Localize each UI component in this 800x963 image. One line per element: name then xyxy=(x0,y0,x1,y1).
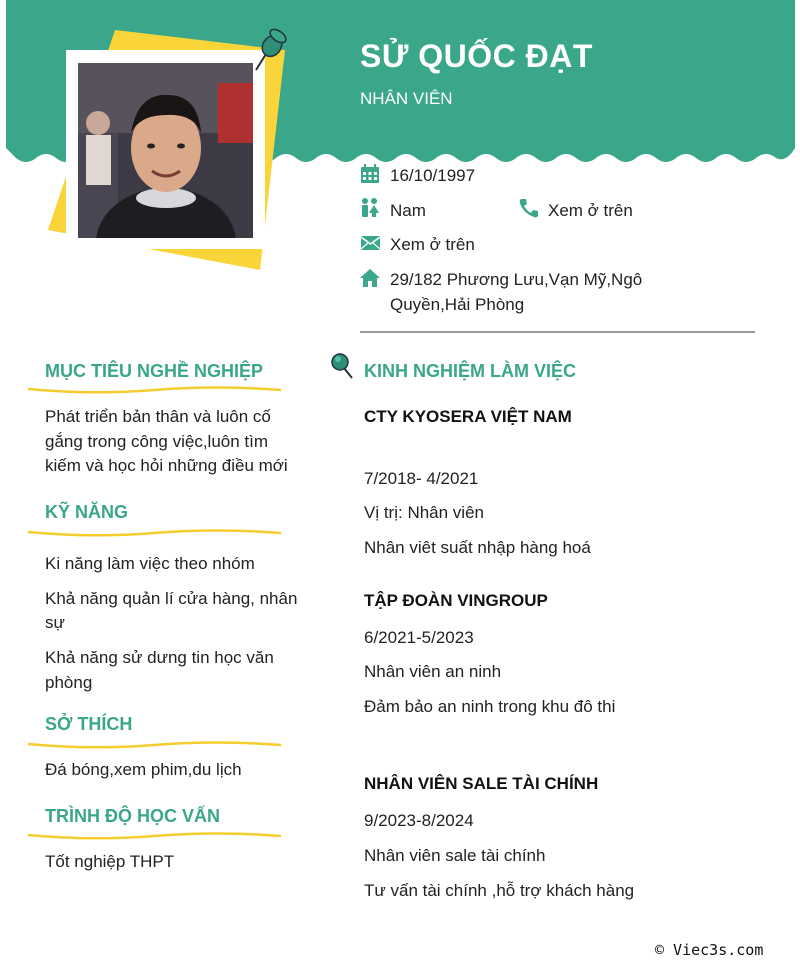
education-text: Tốt nghiệp THPT xyxy=(45,852,175,871)
hobbies-text: Đá bóng,xem phim,du lịch xyxy=(45,760,242,779)
skills-underline xyxy=(28,528,281,538)
skill-item: Khả năng sử dưng tin học văn xyxy=(45,648,274,667)
candidate-role: NHÂN VIÊN xyxy=(360,89,453,108)
gender-text: Nam xyxy=(390,201,426,220)
job-position: Vị trị: Nhân viên xyxy=(364,503,484,522)
skill-item-continued: sự xyxy=(45,613,65,632)
objective-line-2: gắng trong công việc,luôn tìm xyxy=(45,432,269,451)
job-position: Nhân viên sale tài chính xyxy=(364,846,546,865)
education-underline xyxy=(28,831,281,841)
job-period: 7/2018- 4/2021 xyxy=(364,469,479,488)
job-company: CTY KYOSERA VIỆT NAM xyxy=(364,407,572,426)
job-position: Nhân viên an ninh xyxy=(364,662,502,681)
job-period: 6/2021-5/2023 xyxy=(364,628,474,647)
job-description: Tư vấn tài chính ,hỗ trợ khách hàng xyxy=(364,881,635,900)
candidate-name: SỬ QUỐC ĐẠT xyxy=(360,38,593,74)
calendar-icon xyxy=(360,164,382,184)
phone-icon xyxy=(518,198,540,218)
job-description: Đảm bảo an ninh trong khu đô thi xyxy=(364,697,616,716)
education-heading: TRÌNH ĐỘ HỌC VẤN xyxy=(45,806,220,826)
objective-underline xyxy=(28,385,281,395)
address-line2: Quyền,Hải Phòng xyxy=(390,295,525,314)
hobbies-underline xyxy=(28,740,281,750)
job-company: NHÂN VIÊN SALE TÀI CHÍNH xyxy=(364,774,599,793)
email-text: Xem ở trên xyxy=(390,235,475,254)
gender-icon xyxy=(360,198,382,218)
mail-icon xyxy=(360,233,382,253)
skill-item-continued: phòng xyxy=(45,673,93,692)
pushpin-icon xyxy=(250,26,290,72)
experience-heading: KINH NGHIỆM LÀM VIỆC xyxy=(364,361,577,381)
skill-item: Ki năng làm việc theo nhóm xyxy=(45,554,255,573)
home-icon xyxy=(360,268,382,288)
job-company: TẬP ĐOÀN VINGROUP xyxy=(364,591,548,610)
objective-heading: MỤC TIÊU NGHỀ NGHIỆP xyxy=(45,361,264,381)
phone-text: Xem ở trên xyxy=(548,201,633,220)
footer-credit[interactable]: © Viec3s.com xyxy=(655,941,764,959)
objective-line-3: kiếm và học hỏi những điều mới xyxy=(45,456,288,475)
job-description: Nhân viêt suất nhập hàng hoá xyxy=(364,538,591,557)
contact-divider xyxy=(360,331,755,333)
job-period: 9/2023-8/2024 xyxy=(364,811,474,830)
birthday-text: 16/10/1997 xyxy=(390,166,476,185)
address-line1: 29/182 Phương Lưu,Vạn Mỹ,Ngô xyxy=(390,270,643,289)
profile-photo xyxy=(78,63,253,238)
pushpin-icon xyxy=(330,352,356,380)
objective-line-1: Phát triển bản thân và luôn cố xyxy=(45,407,271,426)
skill-item: Khả năng quản lí cửa hàng, nhân xyxy=(45,589,298,608)
hobbies-heading: SỞ THÍCH xyxy=(45,714,133,734)
skills-heading: KỸ NĂNG xyxy=(45,502,129,522)
